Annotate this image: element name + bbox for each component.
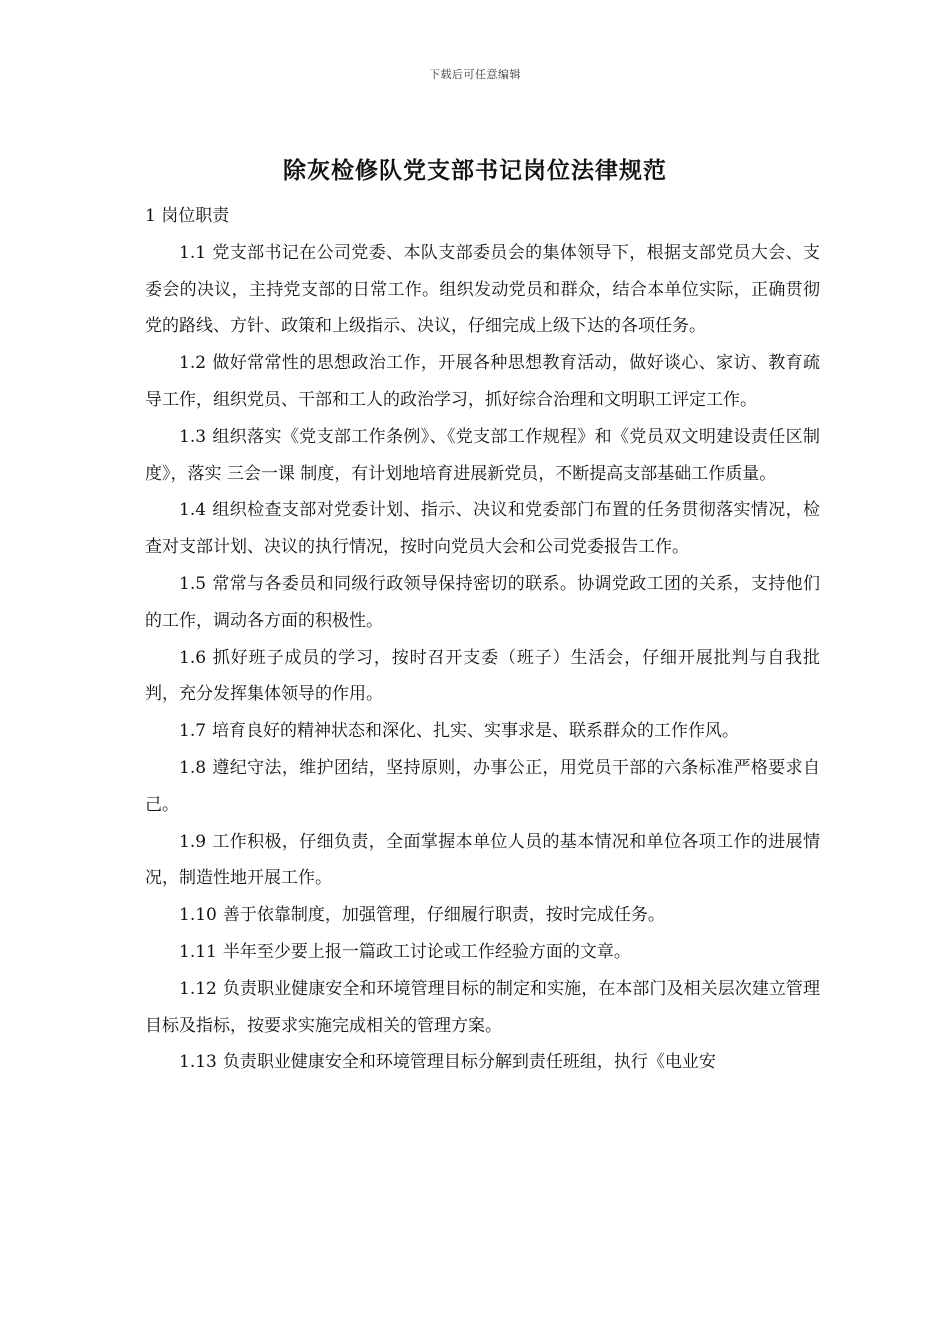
- paragraph-number: 1.13: [179, 1052, 217, 1073]
- paragraph-text: 组织落实《党支部工作条例》、《党支部工作规程》和《党员双文明建设责任区制度》，落实 三会一课 制度，有计划地培育进展新党员，不断提高支部基础工作质量。: [145, 426, 820, 484]
- paragraph-1-6: [145, 640, 820, 714]
- paragraph-1-11: [145, 934, 820, 971]
- paragraph-1-10: [145, 897, 820, 934]
- paragraph-number: 1.1: [179, 242, 207, 263]
- header-note: 下载后可任意编辑: [429, 68, 521, 81]
- paragraph-number: 1.4: [179, 500, 207, 521]
- document-body: [145, 198, 820, 1081]
- paragraph-text: 抓好班子成员的学习，按时召开支委（班子）生活会，仔细开展批判与自我批判，充分发挥集体领导的作用。: [145, 647, 820, 705]
- paragraph-number: 1.8: [179, 757, 207, 778]
- paragraph-1-4: [145, 492, 820, 566]
- paragraph-text: 常常与各委员和同级行政领导保持密切的联系。协调党政工团的关系，支持他们的工作，调动各方面的积极性。: [145, 573, 820, 631]
- page-title: 除灰检修队党支部书记岗位法律规范: [283, 157, 667, 184]
- paragraph-text: 负责职业健康安全和环境管理目标分解到责任班组，执行《电业安: [222, 1052, 716, 1073]
- paragraph-1-9: [145, 824, 820, 898]
- paragraph-text: 组织检查支部对党委计划、指示、决议和党委部门布置的任务贯彻落实情况，检查对支部计划、决议的执行情况，按时向党员大会和公司党委报告工作。: [145, 500, 820, 558]
- paragraph-text: 负责职业健康安全和环境管理目标的制定和实施，在本部门及相关层次建立管理目标及指标，按要求实施完成相关的管理方案。: [145, 978, 820, 1036]
- paragraph-number: 1.10: [179, 905, 217, 926]
- paragraph-number: 1.6: [179, 647, 207, 668]
- paragraph-text: 半年至少要上报一篇政工讨论或工作经验方面的文章。: [222, 941, 631, 962]
- paragraph-1-5: [145, 566, 820, 640]
- paragraph-number: 1.12: [179, 978, 217, 999]
- paragraph-number: 1.11: [179, 941, 217, 962]
- paragraph-1-12: [145, 971, 820, 1045]
- paragraph-number: 1.2: [179, 353, 207, 374]
- paragraph-number: 1.9: [179, 831, 207, 852]
- paragraph-text: 党支部书记在公司党委、本队支部委员会的集体领导下，根据支部党员大会、支委会的决议，主持党支部的日常工作。组织发动党员和群众，结合本单位实际，正确贯彻党的路线、方针、政策和上级指示、决议，仔细完成上级下达的各项任务。: [145, 242, 820, 337]
- paragraph-number: 1.7: [179, 721, 207, 742]
- paragraph-1-2: [145, 345, 820, 419]
- paragraph-text: 培育良好的精神状态和深化、扎实、实事求是、联系群众的工作作风。: [212, 721, 740, 742]
- section-heading: 1 岗位职责: [145, 206, 230, 226]
- paragraph-text: 遵纪守法，维护团结，坚持原则，办事公正，用党员干部的六条标准严格要求自己。: [145, 757, 820, 815]
- paragraph-1-3: [145, 419, 820, 493]
- paragraph-1-7: [145, 713, 820, 750]
- paragraph-text: 工作积极，仔细负责，全面掌握本单位人员的基本情况和单位各项工作的进展情况，制造性地开展工作。: [145, 831, 820, 889]
- paragraph-text: 做好常常性的思想政治工作，开展各种思想教育活动，做好谈心、家访、教育疏导工作，组织党员、干部和工人的政治学习，抓好综合治理和文明职工评定工作。: [145, 353, 820, 410]
- paragraph-1-13: [145, 1044, 820, 1081]
- paragraph-1-1: [145, 235, 820, 345]
- paragraph-number: 1.3: [179, 426, 207, 447]
- paragraph-number: 1.5: [179, 573, 207, 594]
- paragraph-text: 善于依靠制度，加强管理，仔细履行职责，按时完成任务。: [222, 905, 665, 926]
- paragraph-1-8: [145, 750, 820, 824]
